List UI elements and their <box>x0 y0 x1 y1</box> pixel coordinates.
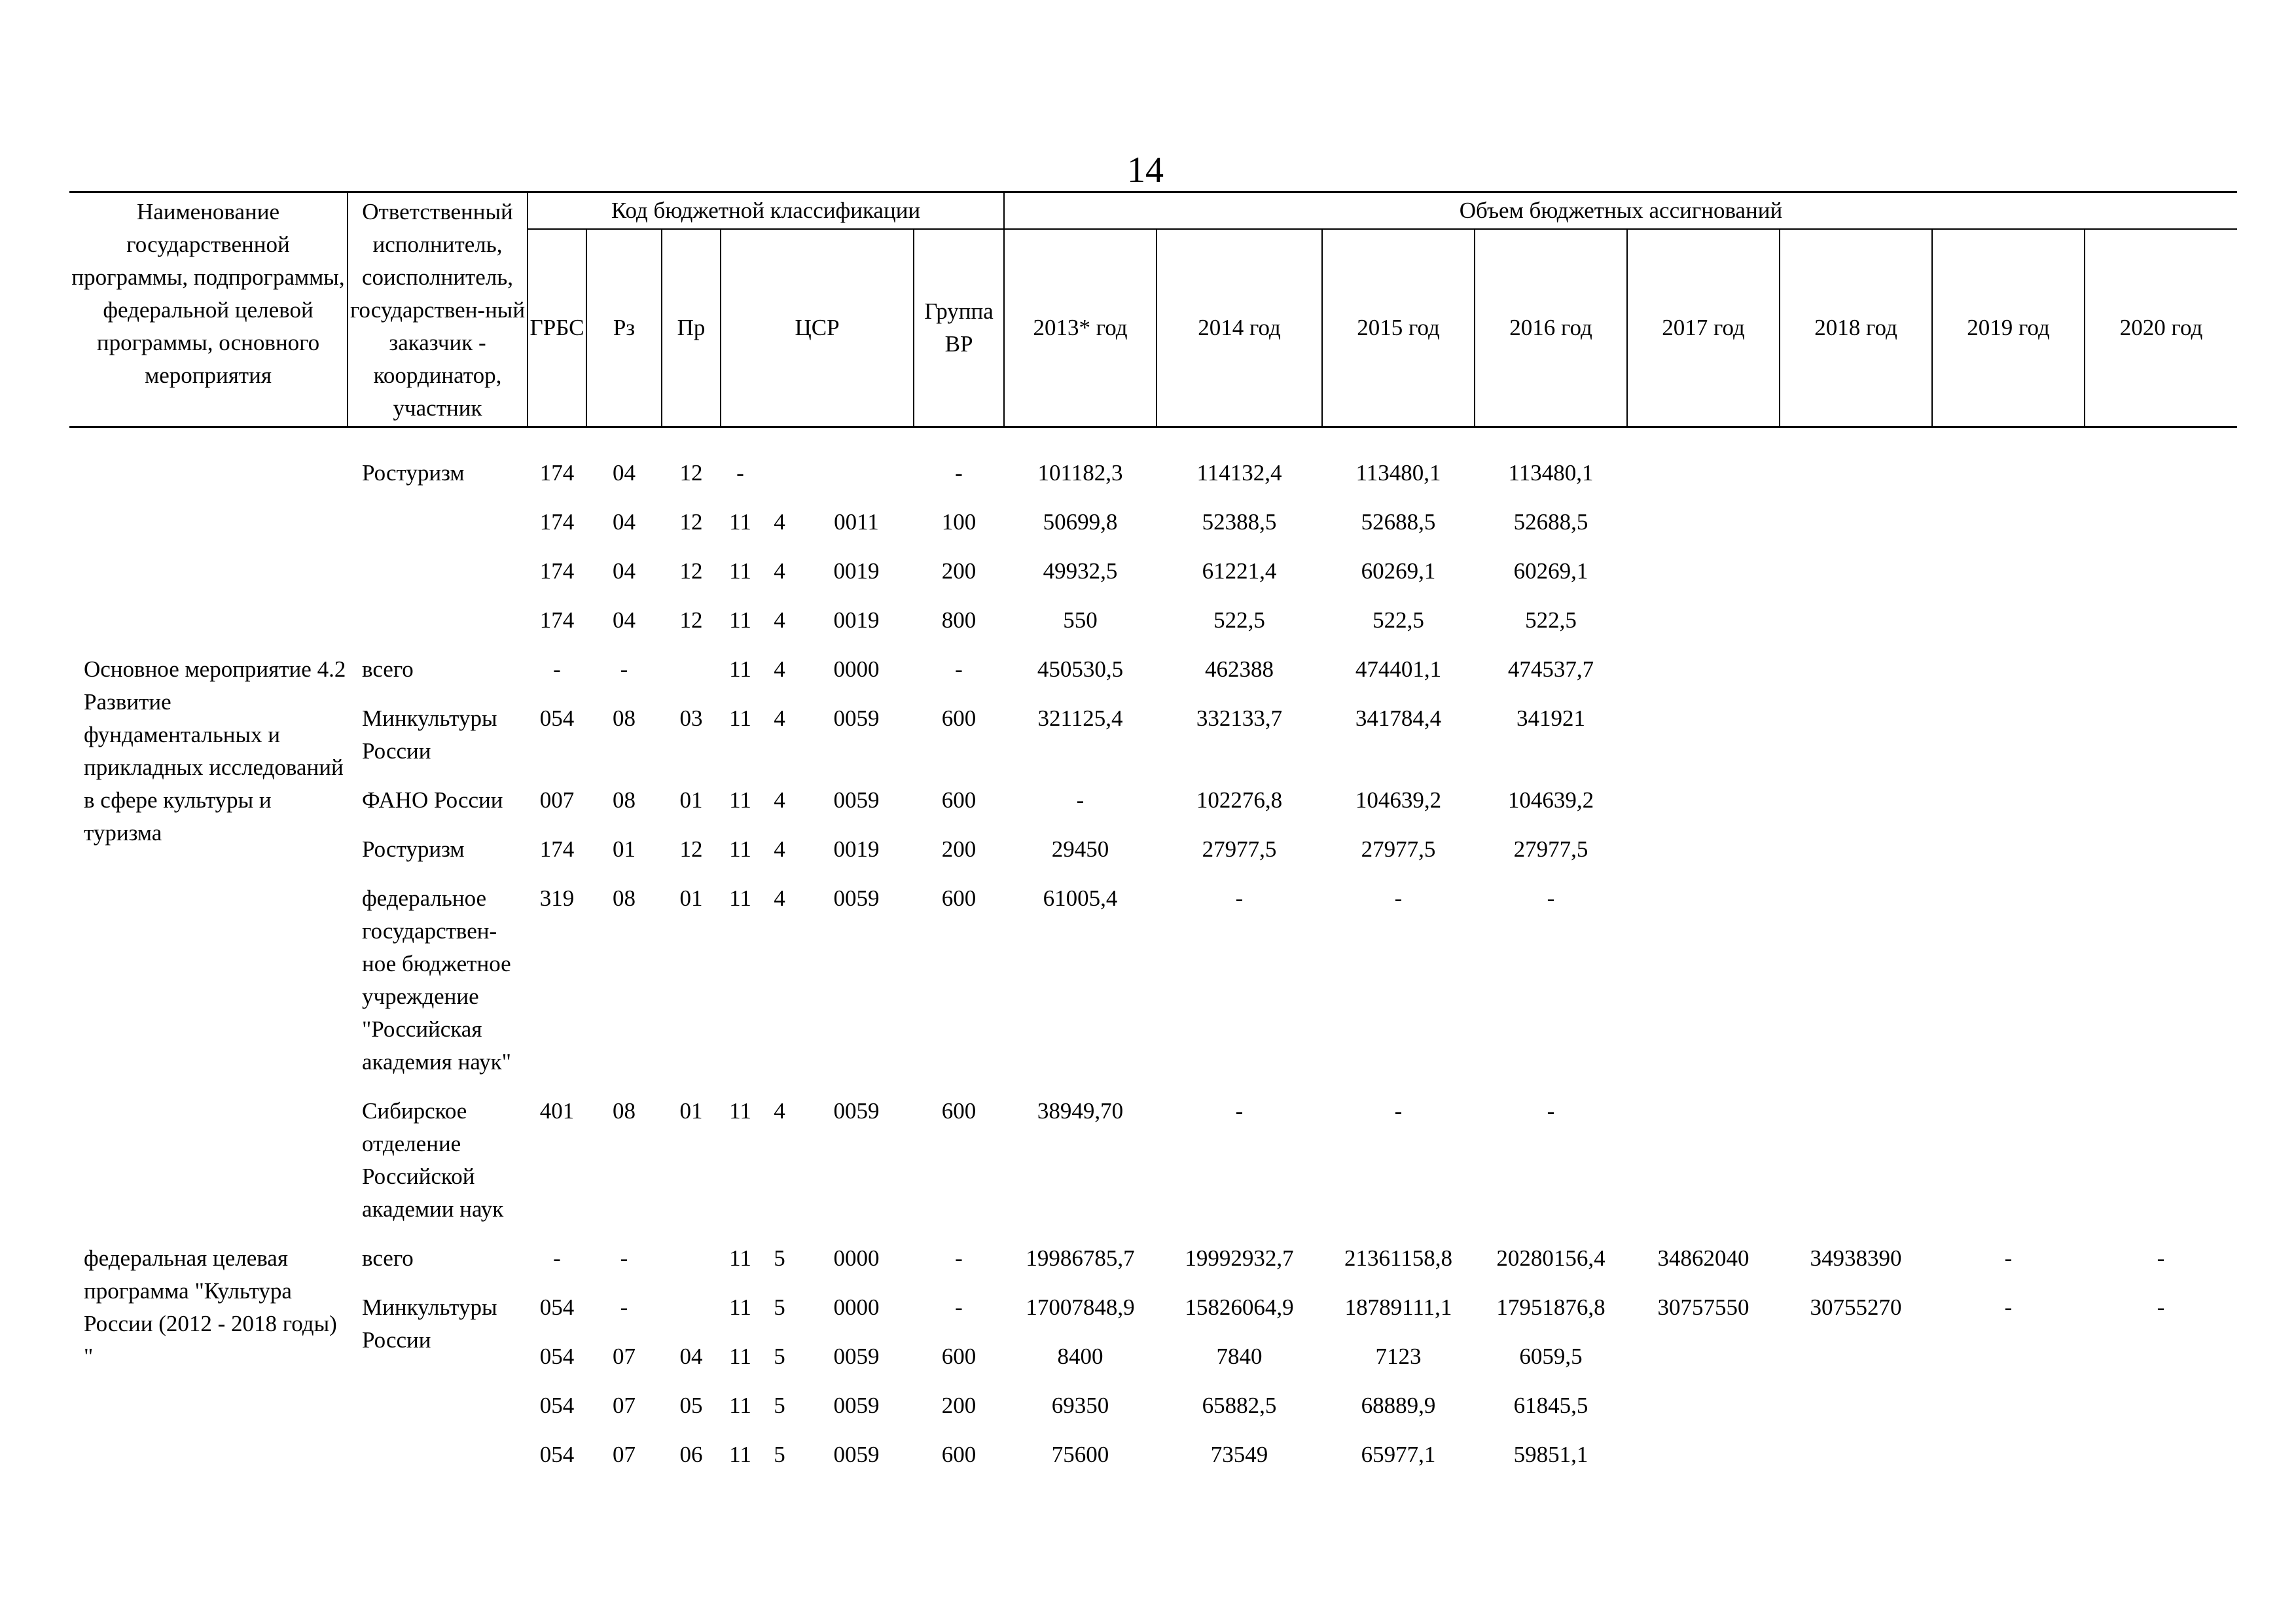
amount-cell <box>2085 1095 2237 1242</box>
csr-part3-cell <box>799 457 914 506</box>
amount-cell <box>1627 457 1780 506</box>
amount-cell: - <box>2004 1245 2013 1271</box>
csr-part1-cell: 11 <box>729 1344 751 1369</box>
amount-cell: 341921 <box>1516 705 1585 731</box>
header-name: Наименование государственной программы, подпрограммы, федеральной целевой программы, основного мероприятия <box>69 192 348 427</box>
header-grbs: ГРБС <box>528 229 586 427</box>
amount-cell <box>1780 1095 1932 1242</box>
pr-cell: 12 <box>679 509 703 535</box>
amount-cell: - <box>1547 1098 1555 1124</box>
amount-cell <box>2085 1438 2237 1488</box>
amount-cell <box>1627 882 1780 1095</box>
amount-cell: 34862040 <box>1657 1245 1749 1271</box>
amount-cell: 522,5 <box>1525 607 1577 633</box>
amount-cell: 65882,5 <box>1202 1393 1277 1418</box>
table-row <box>69 1095 2237 1242</box>
header-year-2016: 2016 год <box>1475 229 1627 427</box>
pr-cell: 06 <box>679 1442 703 1467</box>
amount-cell <box>1780 1389 1932 1438</box>
amount-cell <box>1932 604 2085 653</box>
grbs-cell: 174 <box>539 460 575 486</box>
amount-cell: - <box>2157 1294 2165 1320</box>
amount-cell: 7123 <box>1375 1344 1422 1369</box>
program-name-cell <box>69 457 348 653</box>
table-row <box>69 702 2237 784</box>
amount-cell: 8400 <box>1057 1344 1103 1369</box>
grbs-cell: 174 <box>539 509 575 535</box>
csr-part3-cell: 0019 <box>833 607 880 633</box>
grbs-cell: 319 <box>539 885 575 911</box>
grbs-cell: 054 <box>539 1442 575 1467</box>
amount-cell: 474537,7 <box>1507 656 1594 682</box>
pr-cell: 05 <box>679 1393 703 1418</box>
amount-cell: 462388 <box>1205 656 1274 682</box>
amount-cell: 6059,5 <box>1519 1344 1583 1369</box>
amount-cell <box>1780 653 1932 702</box>
grbs-cell: 054 <box>539 1393 575 1418</box>
amount-cell: 27977,5 <box>1202 836 1277 862</box>
responsible-cell: Сибирское отделение Российской академии наук <box>362 1098 504 1222</box>
header-responsible: Ответственный исполнитель, соисполнитель, государствен-ный заказчик - координатор, участник <box>348 192 528 427</box>
responsible-cell: федеральное государствен-ное бюджетное учреждение "Российская академия наук" <box>362 885 511 1075</box>
amount-cell <box>1780 457 1932 506</box>
amount-cell: 341784,4 <box>1355 705 1442 731</box>
amount-cell: 321125,4 <box>1037 705 1123 731</box>
responsible-cell: Ростуризм <box>362 460 465 486</box>
vr-cell: 600 <box>941 787 977 813</box>
responsible-cell: всего <box>362 1245 414 1271</box>
amount-cell: 7840 <box>1216 1344 1263 1369</box>
csr-part3-cell: 0000 <box>833 1294 880 1320</box>
amount-cell <box>1932 1438 2085 1488</box>
amount-cell: 75600 <box>1051 1442 1109 1467</box>
csr-part3-cell: 0000 <box>833 656 880 682</box>
amount-cell <box>1932 457 2085 506</box>
csr-part3-cell: 0059 <box>833 1098 880 1124</box>
amount-cell <box>1780 604 1932 653</box>
pr-cell <box>662 1242 721 1291</box>
pr-cell: 12 <box>679 836 703 862</box>
amount-cell: 450530,5 <box>1037 656 1124 682</box>
program-name-cell: Основное мероприятие 4.2 Развитие фундаментальных и прикладных исследований в сфере культуры и туризма <box>84 656 346 846</box>
csr-part1-cell: 11 <box>729 1442 751 1467</box>
amount-cell: 522,5 <box>1372 607 1424 633</box>
amount-cell: 29450 <box>1051 836 1109 862</box>
budget-table <box>69 191 2237 1488</box>
rz-cell: - <box>620 1294 628 1320</box>
csr-part2-cell: 5 <box>774 1245 785 1271</box>
rz-cell: - <box>620 1245 628 1271</box>
amount-cell: 65977,1 <box>1361 1442 1436 1467</box>
amount-cell <box>1627 604 1780 653</box>
header-year-2014: 2014 год <box>1157 229 1322 427</box>
grbs-cell: 054 <box>539 1294 575 1320</box>
amount-cell <box>1627 833 1780 882</box>
csr-part3-cell: 0059 <box>833 1344 880 1369</box>
csr-part1-cell: 11 <box>729 787 751 813</box>
csr-part2-cell: 5 <box>774 1442 785 1467</box>
amount-cell <box>1627 555 1780 604</box>
program-name-cell: федеральная целевая программа "Культура России (2012 - 2018 годы) " <box>84 1245 337 1369</box>
amount-cell: 20280156,4 <box>1496 1245 1605 1271</box>
csr-part3-cell: 0059 <box>833 705 880 731</box>
rz-cell: - <box>620 656 628 682</box>
pr-cell <box>662 1291 721 1340</box>
amount-cell: - <box>1394 885 1403 911</box>
responsible-cell: Минкультуры России <box>362 705 497 764</box>
amount-cell: 52688,5 <box>1513 509 1588 535</box>
amount-cell <box>1780 833 1932 882</box>
csr-part3-cell: 0059 <box>833 1393 880 1418</box>
amount-cell: 113480,1 <box>1508 460 1594 486</box>
rz-cell: 04 <box>613 558 636 584</box>
grbs-cell: 054 <box>539 705 575 731</box>
vr-cell: - <box>955 656 963 682</box>
csr-part3-cell: 0011 <box>834 509 879 535</box>
header-csr: ЦСР <box>721 229 914 427</box>
csr-part3-cell: 0019 <box>833 558 880 584</box>
amount-cell: 69350 <box>1051 1393 1109 1418</box>
csr-part2-cell: 4 <box>774 836 785 862</box>
pr-cell: 04 <box>679 1344 703 1369</box>
amount-cell: 30755270 <box>1810 1294 1902 1320</box>
vr-cell: 200 <box>941 836 977 862</box>
vr-cell: 600 <box>941 1344 977 1369</box>
header-code-group: Код бюджетной классификации <box>528 192 1004 230</box>
amount-cell: 30757550 <box>1657 1294 1749 1320</box>
rz-cell: 07 <box>613 1442 636 1467</box>
amount-cell <box>1932 1340 2085 1389</box>
amount-cell: 38949,70 <box>1037 1098 1124 1124</box>
amount-cell <box>1627 506 1780 555</box>
responsible-cell: Минкультуры России <box>362 1294 497 1353</box>
csr-part2-cell: 4 <box>774 787 785 813</box>
csr-part1-cell: 11 <box>729 1393 751 1418</box>
amount-cell: 113480,1 <box>1355 460 1441 486</box>
csr-part1-cell: 11 <box>729 558 751 584</box>
page-number: 14 <box>1127 150 1164 190</box>
amount-cell: - <box>1547 885 1555 911</box>
amount-cell: 550 <box>1063 607 1098 633</box>
amount-cell <box>2085 604 2237 653</box>
vr-cell: 200 <box>941 1393 977 1418</box>
pr-cell: 03 <box>679 705 703 731</box>
rz-cell: 08 <box>613 705 636 731</box>
csr-part2-cell: 4 <box>774 607 785 633</box>
amount-cell: - <box>1076 787 1085 813</box>
header-year-2019: 2019 год <box>1932 229 2085 427</box>
amount-cell: 52388,5 <box>1202 509 1277 535</box>
amount-cell: 61221,4 <box>1202 558 1277 584</box>
grbs-cell: - <box>553 656 561 682</box>
table-header <box>69 192 2237 427</box>
csr-part2-cell: 5 <box>774 1393 785 1418</box>
amount-cell: - <box>2004 1294 2013 1320</box>
amount-cell <box>2085 833 2237 882</box>
amount-cell: - <box>2157 1245 2165 1271</box>
table-row <box>69 784 2237 833</box>
header-year-2015: 2015 год <box>1322 229 1475 427</box>
responsible-cell: всего <box>362 656 414 682</box>
vr-cell: - <box>955 460 963 486</box>
table-row <box>69 1242 2237 1291</box>
amount-cell: 15826064,9 <box>1185 1294 1294 1320</box>
amount-cell: 52688,5 <box>1361 509 1436 535</box>
amount-cell <box>1627 784 1780 833</box>
amount-cell: 61005,4 <box>1043 885 1118 911</box>
vr-cell: 600 <box>941 885 977 911</box>
vr-cell: 100 <box>941 509 977 535</box>
amount-cell <box>2085 1340 2237 1389</box>
amount-cell: 19986785,7 <box>1026 1245 1135 1271</box>
grbs-cell: 174 <box>539 836 575 862</box>
header-year-2018: 2018 год <box>1780 229 1932 427</box>
table-row <box>69 882 2237 1095</box>
table-row <box>69 457 2237 506</box>
csr-part1-cell: 11 <box>729 607 751 633</box>
grbs-cell: - <box>553 1245 561 1271</box>
amount-cell <box>1627 1438 1780 1488</box>
csr-part2-cell: 5 <box>774 1294 785 1320</box>
vr-cell: 800 <box>941 607 977 633</box>
csr-part3-cell: 0059 <box>833 1442 880 1467</box>
header-year-2020: 2020 год <box>2085 229 2237 427</box>
rz-cell: 08 <box>613 787 636 813</box>
vr-cell: 600 <box>941 1442 977 1467</box>
amount-cell <box>2085 882 2237 1095</box>
pr-cell: 12 <box>679 460 703 486</box>
grbs-cell: 054 <box>539 1344 575 1369</box>
rz-cell: 07 <box>613 1344 636 1369</box>
amount-cell: 59851,1 <box>1513 1442 1588 1467</box>
amount-cell <box>2085 1389 2237 1438</box>
amount-cell <box>2085 506 2237 555</box>
amount-cell <box>1780 702 1932 784</box>
csr-part1-cell: - <box>736 460 744 486</box>
csr-part2-cell <box>760 457 799 506</box>
vr-cell: - <box>955 1245 963 1271</box>
header-year-2017: 2017 год <box>1627 229 1780 427</box>
amount-cell: 34938390 <box>1810 1245 1902 1271</box>
csr-part1-cell: 11 <box>729 1098 751 1124</box>
amount-cell <box>1627 1389 1780 1438</box>
amount-cell: - <box>1235 885 1244 911</box>
pr-cell: 01 <box>679 885 703 911</box>
table-body <box>69 427 2237 1488</box>
vr-cell: 200 <box>941 558 977 584</box>
vr-cell: 600 <box>941 1098 977 1124</box>
csr-part2-cell: 4 <box>774 656 785 682</box>
csr-part1-cell: 11 <box>729 885 751 911</box>
header-vr: Группа ВР <box>914 229 1004 427</box>
grbs-cell: 174 <box>539 607 575 633</box>
responsible-cell: ФАНО России <box>362 787 503 813</box>
table-row <box>69 653 2237 702</box>
amount-cell: 27977,5 <box>1361 836 1436 862</box>
amount-cell <box>2085 653 2237 702</box>
csr-part1-cell: 11 <box>729 1294 751 1320</box>
csr-part2-cell: 4 <box>774 705 785 731</box>
csr-part2-cell: 4 <box>774 509 785 535</box>
table-row <box>69 1291 2237 1340</box>
header-rz: Рз <box>586 229 662 427</box>
amount-cell <box>1932 1095 2085 1242</box>
csr-part2-cell: 4 <box>774 558 785 584</box>
csr-part1-cell: 11 <box>729 836 751 862</box>
rz-cell: 08 <box>613 1098 636 1124</box>
amount-cell <box>1780 555 1932 604</box>
amount-cell <box>1780 506 1932 555</box>
grbs-cell: 401 <box>539 1098 575 1124</box>
amount-cell: 332133,7 <box>1196 705 1283 731</box>
amount-cell: 18789111,1 <box>1344 1294 1452 1320</box>
amount-cell <box>1932 1389 2085 1438</box>
amount-cell: - <box>1394 1098 1403 1124</box>
amount-cell <box>1932 882 2085 1095</box>
amount-cell: 60269,1 <box>1361 558 1436 584</box>
pr-cell: 01 <box>679 787 703 813</box>
amount-cell: 60269,1 <box>1513 558 1588 584</box>
amount-cell <box>1932 653 2085 702</box>
csr-part2-cell: 4 <box>774 1098 785 1124</box>
responsible-cell: Ростуризм <box>362 836 465 862</box>
csr-part3-cell: 0059 <box>833 885 880 911</box>
pr-cell: 12 <box>679 558 703 584</box>
csr-part1-cell: 11 <box>729 705 751 731</box>
csr-part1-cell: 11 <box>729 656 751 682</box>
amount-cell <box>1780 1340 1932 1389</box>
vr-cell: 600 <box>941 705 977 731</box>
rz-cell: 04 <box>613 460 636 486</box>
rz-cell: 04 <box>613 509 636 535</box>
amount-cell: 19992932,7 <box>1185 1245 1294 1271</box>
amount-cell <box>1627 1095 1780 1242</box>
amount-cell <box>1932 702 2085 784</box>
amount-cell <box>2085 784 2237 833</box>
rz-cell: 07 <box>613 1393 636 1418</box>
amount-cell <box>1780 784 1932 833</box>
amount-cell: 102276,8 <box>1196 787 1283 813</box>
vr-cell: - <box>955 1294 963 1320</box>
amount-cell: 104639,2 <box>1507 787 1594 813</box>
amount-cell <box>1627 1340 1780 1389</box>
amount-cell: 68889,9 <box>1361 1393 1436 1418</box>
pr-cell: 12 <box>679 607 703 633</box>
csr-part3-cell: 0059 <box>833 787 880 813</box>
grbs-cell: 174 <box>539 558 575 584</box>
amount-cell: 21361158,8 <box>1344 1245 1452 1271</box>
amount-cell: 114132,4 <box>1196 460 1282 486</box>
header-year-2013: 2013* год <box>1004 229 1157 427</box>
amount-cell <box>1627 702 1780 784</box>
amount-cell: 17951876,8 <box>1496 1294 1605 1320</box>
amount-cell: 17007848,9 <box>1026 1294 1135 1320</box>
amount-cell <box>1627 653 1780 702</box>
amount-cell: 73549 <box>1210 1442 1268 1467</box>
amount-cell: 61845,5 <box>1513 1393 1588 1418</box>
csr-part1-cell: 11 <box>729 1245 751 1271</box>
amount-cell <box>1932 784 2085 833</box>
amount-cell: 50699,8 <box>1043 509 1118 535</box>
amount-cell <box>1780 1438 1932 1488</box>
amount-cell: 101182,3 <box>1037 460 1123 486</box>
amount-cell <box>1932 506 2085 555</box>
amount-cell <box>2085 555 2237 604</box>
csr-part3-cell: 0019 <box>833 836 880 862</box>
pr-cell <box>662 653 721 702</box>
amount-cell: 49932,5 <box>1043 558 1118 584</box>
csr-part2-cell: 4 <box>774 885 785 911</box>
amount-cell: - <box>1235 1098 1244 1124</box>
amount-cell: 104639,2 <box>1355 787 1442 813</box>
rz-cell: 08 <box>613 885 636 911</box>
amount-cell: 474401,1 <box>1355 656 1442 682</box>
amount-cell <box>2085 702 2237 784</box>
amount-cell: 522,5 <box>1213 607 1265 633</box>
amount-cell <box>1932 833 2085 882</box>
header-volume-group: Объем бюджетных ассигнований <box>1004 192 2237 230</box>
table-row <box>69 833 2237 882</box>
amount-cell <box>1780 882 1932 1095</box>
csr-part2-cell: 5 <box>774 1344 785 1369</box>
grbs-cell: 007 <box>539 787 575 813</box>
rz-cell: 04 <box>613 607 636 633</box>
csr-part3-cell: 0000 <box>833 1245 880 1271</box>
pr-cell: 01 <box>679 1098 703 1124</box>
amount-cell <box>1932 555 2085 604</box>
amount-cell: 27977,5 <box>1513 836 1588 862</box>
rz-cell: 01 <box>613 836 636 862</box>
header-pr: Пр <box>662 229 721 427</box>
amount-cell <box>2085 457 2237 506</box>
csr-part1-cell: 11 <box>729 509 751 535</box>
